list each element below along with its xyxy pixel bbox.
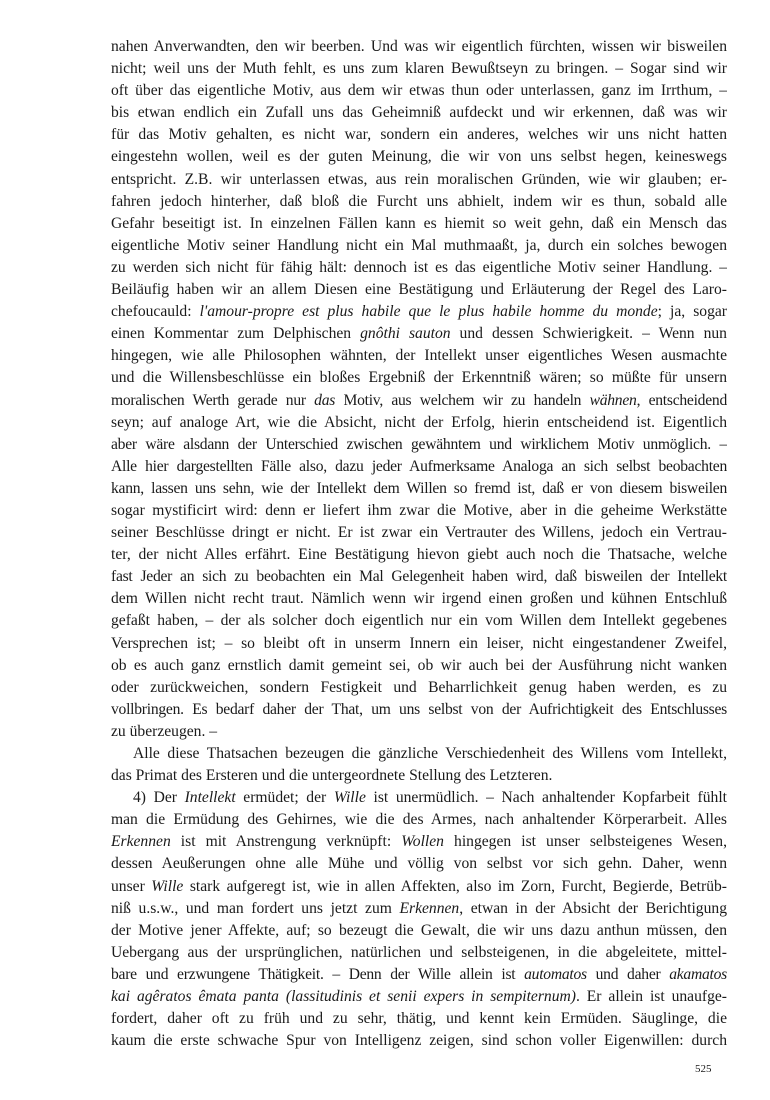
text-line — [111, 920, 727, 942]
text-segment: eigentliche Motiv seiner Handlung nicht ein Mal muthmaaßt, ja, durch ein solches bewogen — [111, 236, 727, 254]
italic-text: Wille — [333, 789, 366, 807]
italic-text: das — [314, 391, 336, 409]
text-line — [111, 191, 727, 213]
text-segment: und dessen Schwierigkeit. – Wenn nun — [450, 325, 727, 343]
italic-text: Wille — [151, 877, 184, 895]
text-segment: kann, lassen uns sehn, wie der Intellekt dem Willen so fremd ist, daß er von diesem bisweilen — [111, 479, 727, 497]
text-segment: Alle diese Thatsachen bezeugen die gänzliche Verschiedenheit des Willens vom Intellekt, — [133, 745, 727, 762]
text-line — [111, 964, 727, 986]
text-line — [111, 146, 727, 168]
text-segment: ermüdet; der — [235, 789, 334, 807]
text-line — [111, 478, 727, 500]
text-segment: Beiläufig haben wir an allem Diesen eine Bestätigung und Erläuterung der Regel des Laro- — [111, 281, 727, 299]
text-line — [111, 124, 727, 146]
text-line — [111, 434, 727, 456]
text-line — [111, 456, 727, 478]
text-segment: stark aufgeregt ist, wie in allen Affekten, also im Zorn, Furcht, Begierde, Betrüb- — [183, 877, 727, 895]
italic-text: wähnen — [589, 391, 637, 409]
text-segment: einen Kommentar zum Delphischen — [111, 325, 361, 343]
text-segment: Versprechen ist; – so bleibt oft in unserm Innern ein leiser, nicht eingestandener Zweifel, — [111, 634, 727, 652]
text-line — [111, 699, 727, 721]
text-segment: moralischen Werth gerade nur — [111, 391, 315, 409]
text-segment: sogar mystificirt wird: denn er liefert ihm zwar die Motive, aber in die geheime Werkstätte — [111, 501, 727, 519]
text-segment: eingestehn wollen, weil es der guten Meinung, die wir von uns selbst hegen, keineswegs — [111, 148, 727, 166]
text-line — [111, 102, 727, 124]
text-line — [111, 412, 727, 434]
text-line — [111, 831, 727, 853]
text-line — [111, 721, 727, 743]
text-segment: dessen Aeußerungen ohne alle Mühe und völlig von selbst vor sich gehn. Daher, wenn — [111, 855, 727, 873]
text-line — [111, 1030, 727, 1052]
text-line — [111, 257, 727, 279]
italic-text: Erkennen — [111, 833, 171, 851]
italic-text: akamatos — [669, 965, 727, 983]
italic-text: l'amour-propre est plus habile que le plus habile homme du monde — [199, 303, 658, 321]
text-line — [111, 898, 727, 920]
italic-text: kai agêratos êmata panta (lassitudinis et senii expers in sempiternum) — [111, 988, 576, 1006]
text-line — [111, 323, 727, 345]
italic-text: automatos — [524, 965, 587, 983]
text-segment: kaum die erste schwache Spur von Intelligenz zeigen, sind schon voller Eigenwillen: durch — [111, 1032, 727, 1050]
text-segment: fahren jedoch hinterher, daß bloß die Furcht uns abhielt, indem wir es thun, sobald alle — [111, 192, 727, 210]
italic-text: gnôthi sauton — [360, 325, 451, 343]
text-segment: fast Jeder an sich zu beobachten ein Mal Gelegenheit haben wird, daß bisweilen der Intellekt — [111, 568, 727, 586]
text-line — [111, 1008, 727, 1030]
text-segment: oft über das eigentliche Motiv, aus dem wir etwas thun oder unterlassen, ganz im Irrthum, – — [111, 82, 727, 100]
text-segment: das Primat des Ersteren und die untergeordnete Stellung des Letzteren. — [111, 767, 553, 785]
text-line — [111, 213, 727, 235]
text-line — [111, 809, 727, 831]
text-line — [111, 655, 727, 677]
text-line — [111, 853, 727, 875]
page-number: 525 — [695, 1063, 712, 1075]
text-segment: seiner Beschlüsse dringt er nicht. Er ist zwar ein Vertrauter des Willens, jedoch ein Vertrau- — [111, 524, 727, 542]
text-segment: bis etwan endlich ein Zufall uns das Geheimniß aufdeckt und wir erkennen, daß was wir — [111, 104, 727, 122]
text-segment: unser — [111, 877, 152, 895]
text-line — [111, 743, 727, 765]
text-segment: oder zurückweichen, sondern Festigkeit und Beharrlichkeit genug haben werden, es zu — [111, 678, 727, 696]
text-line — [111, 633, 727, 655]
text-line — [111, 80, 727, 102]
text-segment: nicht; weil uns der Muth fehlt, es uns zum klaren Bewußtseyn zu bringen. – Sogar sind wir — [111, 60, 727, 78]
italic-text: Wollen — [401, 833, 444, 851]
text-line — [111, 677, 727, 699]
text-segment: zu werden sich nicht für fähig hält: dennoch ist es das eigentliche Motiv seiner Handlung. – — [111, 258, 727, 276]
text-line — [111, 367, 727, 389]
text-segment: für das Motiv gehalten, es nicht war, sondern ein anderes, welches wir uns nicht hatten — [111, 126, 727, 144]
text-segment: 4) Der — [133, 789, 185, 807]
text-segment: und daher — [586, 965, 670, 983]
text-line — [111, 390, 727, 412]
text-line — [111, 36, 727, 58]
text-line — [111, 566, 727, 588]
text-line — [111, 279, 727, 301]
text-segment: ist unermüdlich. – Nach anhaltender Kopfarbeit fühlt — [365, 789, 727, 807]
text-line — [111, 544, 727, 566]
text-segment: Uebergang aus der ursprünglichen, natürlichen und selbsteigenen, in die abgeleitete, mittel- — [111, 943, 727, 961]
text-segment: ob es auch ganz ernstlich damit gemeint sei, ob wir auch bei der Ausführung nicht wanken — [111, 656, 727, 674]
text-segment: , etwan in der Absicht der Berichtigung — [459, 899, 727, 917]
text-line — [111, 787, 727, 809]
text-segment: , entscheidend — [636, 391, 727, 409]
text-line — [111, 765, 727, 787]
text-segment: hingegen, wie alle Philosophen wähnten, der Intellekt unser eigentliches Wesen ausmachte — [111, 347, 727, 365]
text-segment: aber wäre alsdann der Unterschied zwischen gewähntem und wirklichem Motiv unmöglich. – — [111, 435, 727, 453]
book-page-body — [111, 36, 727, 1052]
text-line — [111, 588, 727, 610]
text-segment: Alle hier dargestellten Fälle also, dazu jeder Aufmerksame Analoga an sich selbst beobachten — [111, 457, 727, 475]
text-segment: gefaßt haben, – der als solcher doch eigentlich nur ein vom Willen dem Intellekt gegebenes — [111, 612, 727, 630]
text-line — [111, 301, 727, 323]
text-line — [111, 610, 727, 632]
text-segment: dem Willen nicht recht traut. Nämlich wenn wir irgend einen großen und kühnen Entschluß — [111, 590, 727, 608]
text-line — [111, 345, 727, 367]
text-line — [111, 169, 727, 191]
text-segment: vollbringen. Es bedarf daher der That, um uns selbst von der Aufrichtigkeit des Entschlusses — [111, 700, 727, 718]
text-line — [111, 58, 727, 80]
text-line — [111, 500, 727, 522]
text-segment: chefoucauld: — [111, 303, 200, 321]
text-segment: entspricht. Z.B. wir unterlassen etwas, aus rein moralischen Gründen, wie wir glauben; er- — [111, 170, 727, 188]
text-segment: Gefahr beseitigt ist. In einzelnen Fällen kann es hiemit so weit gehn, daß ein Mensch das — [111, 214, 727, 232]
text-line — [111, 876, 727, 898]
text-segment: ter, der nicht Alles erfährt. Eine Bestätigung hievon giebt auch noch die Thatsache, welche — [111, 546, 727, 564]
text-segment: und die Willensbeschlüsse ein bloßes Ergebniß der Erkenntniß wären; so müßte für unsern — [111, 369, 727, 387]
text-segment: bare und erzwungene Thätigkeit. – Denn der Wille allein ist — [111, 965, 525, 983]
text-segment: nahen Anverwandten, den wir beerben. Und was wir eigentlich fürchten, wissen wir bisweilen — [111, 38, 727, 55]
text-segment: der Motive jener Affekte, auf; so bezeugt die Gewalt, die wir uns dazu anthun müssen, den — [111, 921, 727, 939]
text-line — [111, 986, 727, 1008]
text-line — [111, 522, 727, 544]
italic-text: Erkennen — [399, 899, 460, 917]
text-line — [111, 235, 727, 257]
text-segment: Motiv, aus welchem wir zu handeln — [335, 391, 590, 409]
italic-text: Intellekt — [184, 789, 236, 807]
text-segment: fordert, daher oft zu früh und zu sehr, thätig, und kennt kein Ermüden. Säuglinge, die — [111, 1010, 727, 1028]
text-segment: zu überzeugen. – — [111, 722, 218, 740]
text-segment: ; ja, sogar — [657, 303, 727, 321]
text-line — [111, 942, 727, 964]
text-segment: niß u.s.w., und man fordert uns jetzt zum — [111, 899, 400, 917]
text-segment: ist mit Anstrengung verknüpft: — [170, 833, 402, 851]
text-segment: seyn; auf analoge Art, wie die Absicht, nicht der Erfolg, hierin entscheidend ist. Eigentlich — [111, 413, 727, 431]
text-segment: hingegen ist unser selbsteigenes Wesen, — [443, 833, 727, 851]
text-segment: . Er allein ist unaufge- — [575, 988, 727, 1006]
text-segment: man die Ermüdung des Gehirnes, wie die des Armes, nach anhaltender Körperarbeit. Alles — [111, 811, 727, 829]
